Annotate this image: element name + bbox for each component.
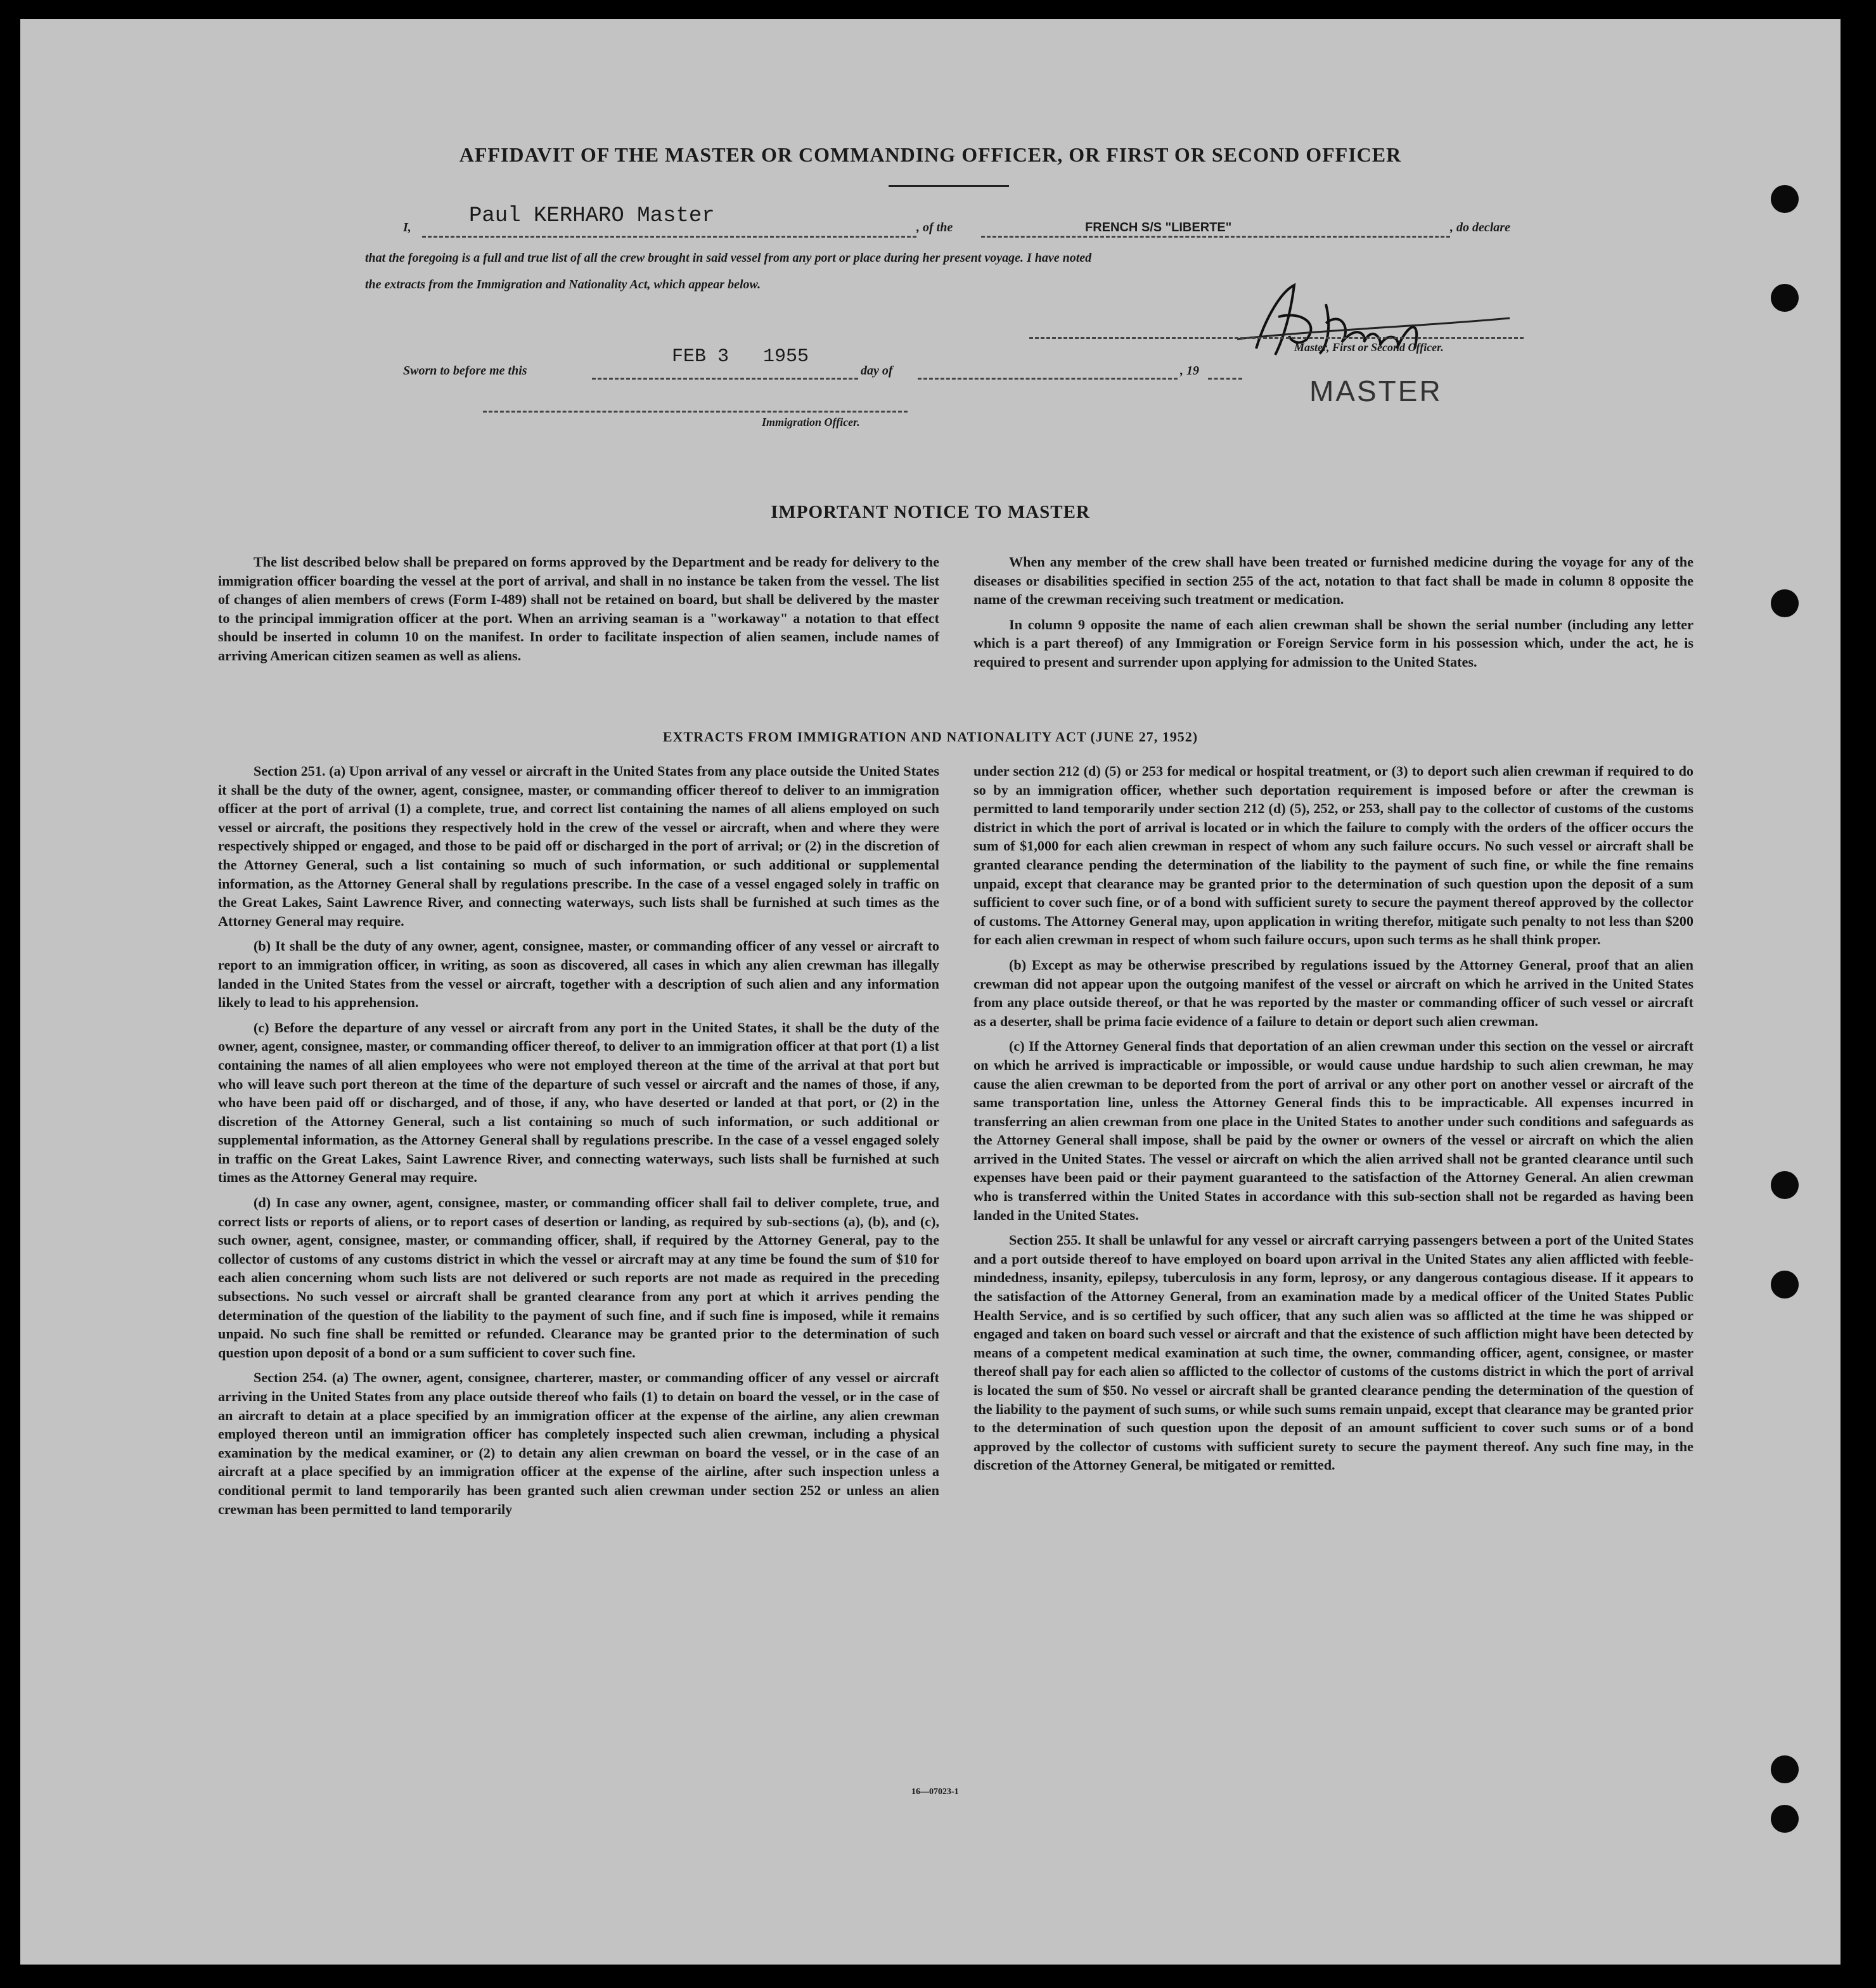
year-label: , 19 [1180, 364, 1199, 378]
sworn-date-line [592, 378, 858, 380]
punch-hole [1771, 185, 1799, 213]
extracts-title: EXTRACTS FROM IMMIGRATION AND NATIONALITY ACT (JUNE 27, 1952) [662, 729, 1198, 745]
affidavit-text-line-3: the extracts from the Immigration and Nationality Act, which appear below. [365, 278, 761, 292]
title-underline [889, 185, 1009, 187]
extract-paragraph: (c) If the Attorney General finds that deportation of an alien crewman under this section on the vessel or aircraft on which he arrived is impracticable or impossible, or would cause undue hardship to such alien crewman, he may cause the alien crewman to be deported from the port of arrival or any other port on another vessel or aircraft of the same transportation line, unless the Attorney General finds this to be impracticable. All expenses incurred in transferring an alien crewman from one place in the United States to another under such conditions and safeguards as the Attorney General shall impose, shall be paid by the owner or owners of the vessel or aircraft on which the alien arrived in the United States. The vessel or aircraft on which the alien arrived shall not be granted clearance until such expenses have been paid or their payment guaranteed to the satisfaction of the Attorney General. An alien crewman who is transferred within the United States in accordance with this sub-section shall not be regarded as having been landed in the United States. [973, 1038, 1693, 1223]
punch-hole [1771, 1805, 1799, 1833]
extract-paragraph: (b) Except as may be otherwise prescribed by regulations issued by the Attorney General, proof that an alien crewman did not appear upon the outgoing manifest of the vessel or aircraft on which he arrived in the United States from any place outside thereof, or that he was reported by the master or commanding officer of such vessel or aircraft as a deserter, shall be prima facie evidence of a failure to detain or deport such alien crewman. [973, 956, 1693, 1029]
notice-right-column [973, 553, 1693, 678]
notice-paragraph: When any member of the crew shall have been treated or furnished medicine during the voyage for any of the diseases or disabilities specified in section 255 of the act, notation to that fact shall be made in column 8 opposite the name of the crewman receiving such treatment or medication. [973, 554, 1693, 608]
extract-paragraph: (d) In case any owner, agent, consignee, master, or commanding officer shall fail to deliver complete, true, and correct lists or reports of aliens, or to report cases of desertion or landing, as required by sub-sections (a), (b), and (c), such owner, agent, consignee, master, or commanding officer, shall, if required by the Attorney General, pay to the collector of customs of any customs district in which the vessel or aircraft may at any time be found the sum of $10 for each alien concerning whom such lists are not delivered or such reports are not made as required in the preceding subsections. No such vessel or aircraft shall be granted clearance from any port at which it arrives pending the determination of the question of the liability to the payment of such fine, and if such fine is imposed, while it remains unpaid. No such fine shall be remitted or refunded. Clearance may be granted prior to the determination of such question upon deposit of a bond or a sum sufficient to cover such fine. [218, 1195, 939, 1361]
master-name-typed: Paul KERHARO Master [469, 204, 715, 228]
punch-hole [1771, 1755, 1799, 1783]
notice-left-column [218, 553, 939, 672]
sworn-date-typed: FEB 3 1955 [672, 346, 809, 368]
year-field-line [1208, 378, 1242, 380]
master-stamp: MASTER [1309, 375, 1442, 407]
vessel-field-line [981, 236, 1450, 238]
extract-paragraph: (c) Before the departure of any vessel or aircraft from any port in the United States, it shall be the duty of the owner, agent, consignee, master, or commanding officer thereof, to deliver to an immigration officer at that port (1) a list containing the names of all alien employees who were not employed thereon at the time of the arrival at that port but who will leave such port thereon at the time of the departure of such vessel or aircraft and the names of those, if any, who have been paid off or discharged, and of those, if any, who have deserted or landed at that port, or (2) in the discretion of the Attorney General, such a list containing so much of such information, or such additional or supplemental information, as the Attorney General shall by regulations prescribe. In the case of a vessel engaged solely in traffic on the Great Lakes, Saint Lawrence River, and connecting waterways, such lists shall be furnished at such times as the Attorney General may require. [218, 1019, 939, 1186]
punch-hole [1771, 284, 1799, 312]
extract-paragraph: Section 254. (a) The owner, agent, consignee, charterer, master, or commanding officer of any vessel or aircraft arriving in the United States from any place outside thereof who fails (1) to detain on board the vessel, or in the case of an aircraft to detain at a place specified by an immigration officer at the expense of the airline, any alien crewman employed thereon until an immigration officer has completely inspected such alien crewman, including a physical examination by the medical examiner, or (2) to detain any alien crewman on board the vessel, or in the case of an aircraft at a place specified by an immigration officer at the expense of the airline, after such inspection unless a conditional permit to land temporarily has been granted such alien crewman under section 252 or unless an alien crewman has been permitted to land temporarily [218, 1369, 939, 1517]
affidavit-text-line-2: that the foregoing is a full and true list of all the crew brought in said vessel from any port or place during her present voyage. I have noted [365, 251, 1092, 265]
officer-caption: Immigration Officer. [762, 416, 860, 428]
officer-signature-line [483, 411, 908, 413]
document-page [20, 19, 1841, 1965]
extracts-right-column [973, 762, 1693, 1481]
of-the-label: , of the [916, 221, 953, 234]
punch-hole [1771, 589, 1799, 617]
vessel-name-typed: FRENCH S/S "LIBERTE" [1085, 221, 1232, 234]
signature-line [1029, 337, 1524, 339]
extract-paragraph: (b) It shall be the duty of any owner, agent, consignee, master, or commanding officer of any vessel or aircraft to report to an immigration officer, in writing, as soon as discovered, all cases in which any alien crewman has illegally landed in the United States from the vessel or aircraft, together with a description of such alien and any information likely to lead to his apprehension. [218, 938, 939, 1011]
declare-label: , do declare [1450, 221, 1510, 234]
affidavit-title: AFFIDAVIT OF THE MASTER OR COMMANDING OFFICER, OR FIRST OR SECOND OFFICER [459, 143, 1402, 166]
notice-paragraph: In column 9 opposite the name of each alien crewman shall be shown the serial number (including any letter which is a part thereof) of any Immigration or Foreign Service form in his possession which, under the act, he is required to present and surrender upon applying for admission to the United States. [973, 616, 1693, 670]
extract-paragraph: Section 251. (a) Upon arrival of any vessel or aircraft in the United States from any place outside the United States it shall be the duty of the owner, agent, consignee, master, or commanding officer thereof to deliver to an immigration officer at the port of arrival (1) a complete, true, and correct list containing the names of all aliens employed on such vessel or aircraft, the positions they respectively hold in the crew of the vessel or aircraft, when and where they were respectively shipped or engaged, and those to be paid off or discharged in the port of arrival; or (2) in the discretion of the Attorney General, such a list containing so much of such information, or such additional or supplemental information, as the Attorney General shall by regulations prescribe. In the case of a vessel engaged solely in traffic on the Great Lakes, Saint Lawrence River, and connecting waterways, such lists shall be furnished at such times as the Attorney General may require. [218, 763, 939, 929]
punch-hole [1771, 1171, 1799, 1199]
extract-paragraph: Section 255. It shall be unlawful for any vessel or aircraft carrying passengers between a port of the United States and a port outside thereof to have employed on board upon arrival in the United States any alien afflicted with feeble-mindedness, insanity, epilepsy, tuberculosis in any form, leprosy, or any dangerous contagious disease. If it appears to the satisfaction of the Attorney General, from an examination made by a medical officer of the United States Public Health Service, and is so certified by such officer, that any such alien was so afflicted at the time he was shipped or engaged and taken on board such vessel or aircraft and that the existence of such affliction might have been detected by means of a competent medical examination at such time, the owner, commanding officer, agent, consignee, or master thereof shall pay for each alien so afflicted to the collector of customs of the customs district in which the port of arrival is located the sum of $50. No vessel or aircraft shall be granted clearance pending the determination of the question of the liability to the payment of such sums, or while such sums remain unpaid, except that clearance may be granted prior to the determination of such question upon the deposit of an amount sufficient to cover such sums or of a bond approved by the collector of customs with sufficient surety to secure the payment thereof. Any such fine may, in the discretion of the Attorney General, be mitigated or remitted. [973, 1232, 1693, 1473]
punch-hole [1771, 1271, 1799, 1299]
extract-paragraph: under section 212 (d) (5) or 253 for medical or hospital treatment, or (3) to deport such alien crewman if required to do so by an immigration officer, whether such deportation requirement is imposed before or after the crewman is permitted to land temporarily under section 212 (d) (5), 252, or 253, shall pay to the collector of customs of the customs district in which the port of arrival is located or in which the failure to comply with the orders of the officer occurs the sum of $1,000 for each alien crewman in respect of whom any such failure occurs. No such vessel or aircraft shall be granted clearance pending the determination of the liability to the payment of such fine, or while the fine remains unpaid, except that clearance may be granted prior to the determination of such question upon the deposit of a sum sufficient to cover such fine, or of a bond with sufficient surety to secure the payment thereof approved by the collector of customs. The Attorney General may, upon application in writing therefor, mitigate such penalty to not less than $200 for each alien crewman in respect of whom such failure occurs, upon such terms as he shall think proper. [973, 763, 1693, 948]
extracts-left-column [218, 762, 939, 1525]
day-of-label: day of [861, 364, 893, 378]
notice-paragraph: The list described below shall be prepared on forms approved by the Department and be ready for delivery to the immigration officer boarding the vessel at the port of arrival, and shall in no instance be taken from the vessel. The list of changes of alien members of crews (Form I-489) shall not be retained on board, but shall be delivered by the master to the principal immigration officer at the port. When an arriving seaman is a "workaway" a notation to that effect should be inserted in column 10 on the manifest. In order to facilitate inspection of alien seamen, include names of arriving American citizen seamen as well as aliens. [218, 554, 939, 664]
name-field-line [422, 236, 916, 238]
signature-caption: Master, First or Second Officer. [1294, 341, 1444, 354]
month-field-line [918, 378, 1178, 380]
sworn-label: Sworn to before me this [403, 364, 527, 378]
notice-title: IMPORTANT NOTICE TO MASTER [771, 502, 1090, 522]
i-label: I, [403, 221, 411, 234]
form-code: 16—07023-1 [911, 1787, 959, 1797]
